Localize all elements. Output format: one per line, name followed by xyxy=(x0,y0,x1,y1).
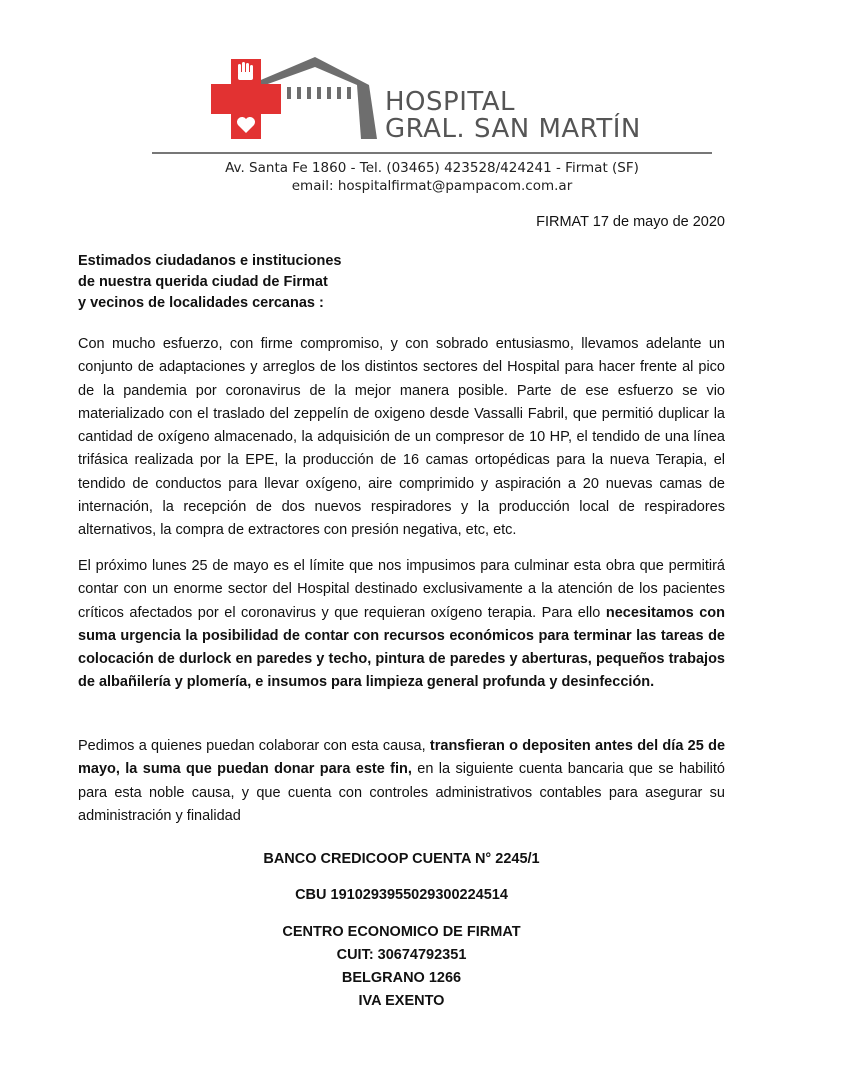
paragraph-3-text-b: en la siguiente cuenta bancaria que se habilitó para esta noble causa, y que cuenta con controles administrativos contables para asegurar su administración y finalidad xyxy=(78,761,725,824)
greeting-line: Estimados ciudadanos e instituciones xyxy=(78,253,342,269)
greeting-line: de nuestra querida ciudad de Firmat xyxy=(78,274,328,290)
bank-cuit: CUIT: 30674792351 xyxy=(336,947,467,963)
bank-address: BELGRANO 1266 xyxy=(341,970,462,986)
bank-holder-block xyxy=(78,921,725,1013)
paragraph-1: Con mucho esfuerzo, con firme compromiso, y con sobrado entusiasmo, llevamos adelante un conjunto de adaptaciones y arreglos de los distintos sectores del Hospital para hacer frente al pico de la pandemia por coronavirus de la mejor manera posible. Parte de ese esfuerzo se vio materializado con el traslado del zeppelín de oxigeno desde Vassalli Fabril, que permitió duplicar la cantidad de oxígeno almacenado, la adquisición de un compresor de 10 HP, el tendido de una línea trifásica realizada por la EPE, la producción de 16 camas ortopédicas para la nueva Terapia, el tendido de conductos para llevar oxígeno, aire comprimido y aspiración a 20 nuevas camas de internación, la recepción de dos nuevos respiradores y la producción local de respiradores alternativos, la compra de extractores con presión negativa, etc, etc. xyxy=(78,336,725,539)
hospital-name-line2: GRAL. SAN MARTÍN xyxy=(385,114,641,144)
bank-holder: CENTRO ECONOMICO DE FIRMAT xyxy=(282,924,521,940)
hospital-logo xyxy=(205,55,655,150)
greeting xyxy=(78,251,478,314)
hospital-building-icon xyxy=(205,55,385,150)
paragraph-2-bold: necesitamos con suma urgencia la posibilidad de contar con recursos económicos para terminar las tareas de colocación de durlock en paredes y techo, pintura de paredes y aberturas, pequeños trabajos de albañilería y plomería, e insumos para limpieza general profunda y desinfección. xyxy=(78,604,725,691)
contact-email: email: hospitalfirmat@pampacom.com.ar xyxy=(291,178,573,194)
greeting-line: y vecinos de localidades cercanas : xyxy=(78,295,324,311)
bank-account: BANCO CREDICOOP CUENTA N° 2245/1 xyxy=(263,851,540,867)
bank-tax: IVA EXENTO xyxy=(358,993,445,1009)
contact-info xyxy=(152,159,712,195)
paragraph-3 xyxy=(78,735,725,828)
paragraph-3-bold: transfieran o depositen antes del día 25 de mayo, la suma que puedan donar para este fin, xyxy=(78,738,726,778)
bank-cbu: CBU 1910293955029300224514 xyxy=(295,887,508,903)
hospital-name-line1: HOSPITAL xyxy=(385,87,516,117)
paragraph-2 xyxy=(78,555,725,695)
header-divider xyxy=(152,152,712,154)
hospital-name xyxy=(385,89,641,143)
paragraph-3-text-a: Pedimos a quienes puedan colaborar con esta causa, xyxy=(78,738,430,754)
contact-address: Av. Santa Fe 1860 - Tel. (03465) 423528/424241 - Firmat (SF) xyxy=(225,160,639,176)
paragraph-2-text: El próximo lunes 25 de mayo es el límite que nos impusimos para culminar esta obra que permitirá contar con un enorme sector del Hospital destinado exclusivamente a la atención de los pacientes críticos afectados por el coronavirus y que requieran oxígeno terapia. Para ello xyxy=(78,558,725,621)
letter-date: FIRMAT 17 de mayo de 2020 xyxy=(536,214,725,230)
